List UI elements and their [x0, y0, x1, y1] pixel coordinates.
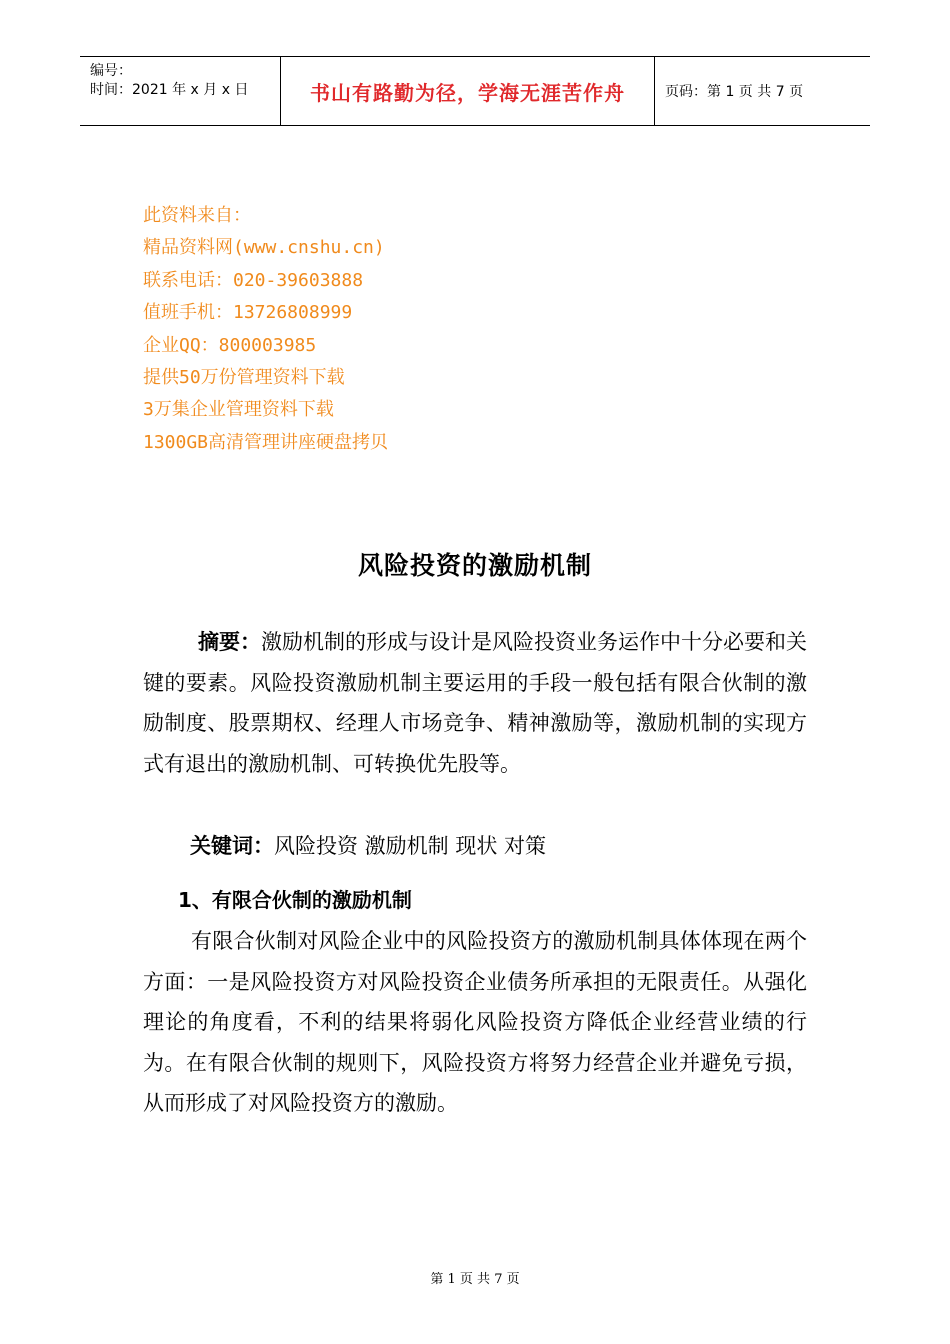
section-paragraph: 有限合伙制对风险企业中的风险投资方的激励机制具体体现在两个方面：一是风险投资方对风险投资企业债务所承担的无限责任。从强化理论的角度看，不利的结果将弱化风险投资方降低企业经营业绩的行为。在有限合伙制的规则下，风险投资方将努力经营企业并避免亏损，从而形成了对风险投资方的激励。	[143, 929, 807, 1115]
document-header	[80, 56, 870, 126]
number-label: 编号：	[90, 63, 132, 79]
abstract-paragraph	[143, 622, 807, 784]
source-line: 1300GB高清管理讲座硬盘拷贝	[143, 431, 389, 453]
time-label: 时间：2021 年 x 月 x 日	[90, 82, 249, 98]
source-line: 值班手机：13726808999	[143, 302, 353, 324]
source-line: 精品资料网(www.cnshu.cn)	[143, 237, 385, 259]
header-meta-cell	[80, 57, 281, 125]
keywords-label: 关键词：	[190, 834, 274, 858]
source-info-block	[143, 200, 388, 459]
source-line: 此资料来自：	[143, 205, 251, 226]
section-heading: 1、有限合伙制的激励机制	[178, 888, 412, 912]
header-page-cell	[655, 57, 870, 125]
abstract-text: 激励机制的形成与设计是风险投资业务运作中十分必要和关键的要素。风险投资激励机制主要运用的手段一般包括有限合伙制的激励制度、股票期权、经理人市场竞争、精神激励等，激励机制的实现方式有退出的激励机制、可转换优先股等。	[143, 630, 807, 776]
source-line: 提供50万份管理资料下载	[143, 366, 345, 388]
motto-text: 书山有路勤为径，学海无涯苦作舟	[310, 80, 625, 105]
keywords-line	[190, 826, 546, 866]
abstract-label: 摘要：	[198, 630, 261, 654]
keywords-text: 风险投资 激励机制 现状 对策	[274, 834, 547, 858]
source-line: 3万集企业管理资料下载	[143, 399, 334, 421]
source-line: 联系电话：020-39603888	[143, 269, 364, 291]
source-line: 企业QQ：800003985	[143, 334, 317, 356]
page-info: 页码：第 1 页 共 7 页	[665, 84, 804, 100]
header-motto-cell	[281, 57, 655, 125]
document-title: 风险投资的激励机制	[357, 551, 592, 580]
page-footer: 第 1 页 共 7 页	[430, 1272, 520, 1287]
